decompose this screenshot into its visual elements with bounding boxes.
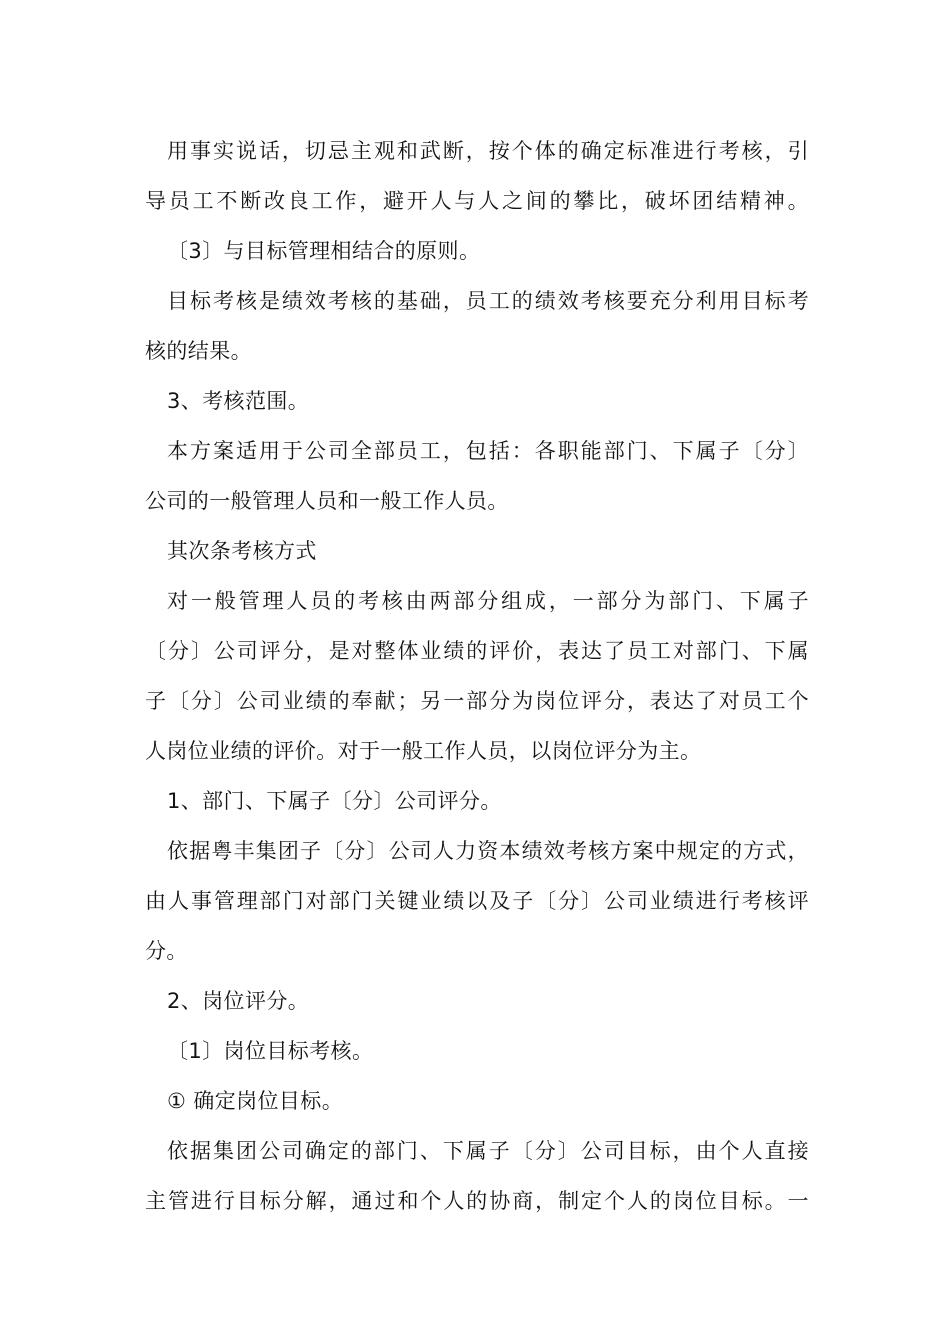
paragraph-line: 主管进行目标分解，通过和个人的协商，制定个人的岗位目标。一 bbox=[145, 1189, 809, 1213]
paragraph-line: 导员工不断改良工作，避开人与人之间的攀比，破坏团结精神。 bbox=[145, 189, 809, 213]
document-body bbox=[145, 126, 809, 1226]
paragraph-line: 由人事管理部门对部门关键业绩以及子〔分〕公司业绩进行考核评 bbox=[145, 889, 809, 913]
paragraph-line: 核的结果。 bbox=[145, 339, 252, 363]
section-heading: 2、岗位评分。 bbox=[167, 989, 310, 1013]
paragraph-line: 子〔分〕公司业绩的奉献；另一部分为岗位评分，表达了对员工个 bbox=[145, 689, 809, 713]
paragraph-line: 分。 bbox=[145, 939, 188, 963]
paragraph-line: 〔分〕公司评分，是对整体业绩的评价，表达了员工对部门、下属 bbox=[145, 639, 809, 663]
paragraph-line: 目标考核是绩效考核的基础，员工的绩效考核要充分利用目标考 bbox=[167, 289, 809, 313]
section-heading: ① 确定岗位目标。 bbox=[167, 1089, 344, 1113]
paragraph-line: 公司的一般管理人员和一般工作人员。 bbox=[145, 489, 509, 513]
paragraph-line: 依据粤丰集团子〔分〕公司人力资本绩效考核方案中规定的方式， bbox=[167, 839, 809, 863]
paragraph-line: 对一般管理人员的考核由两部分组成，一部分为部门、下属子 bbox=[167, 589, 809, 613]
paragraph-line: 〔3〕与目标管理相结合的原则。 bbox=[167, 239, 481, 263]
section-heading: 其次条考核方式 bbox=[167, 539, 317, 563]
section-heading: 3、考核范围。 bbox=[167, 389, 310, 413]
paragraph-line: 用事实说话，切忌主观和武断，按个体的确定标准进行考核，引 bbox=[167, 139, 809, 163]
paragraph-line: 依据集团公司确定的部门、下属子〔分〕公司目标，由个人直接 bbox=[167, 1139, 809, 1163]
paragraph-line: 本方案适用于公司全部员工，包括：各职能部门、下属子〔分〕 bbox=[167, 439, 809, 463]
section-heading: 1、部门、下属子〔分〕公司评分。 bbox=[167, 789, 502, 813]
section-heading: 〔1〕岗位目标考核。 bbox=[167, 1039, 374, 1063]
paragraph-line: 人岗位业绩的评价。对于一般工作人员，以岗位评分为主。 bbox=[145, 739, 702, 763]
